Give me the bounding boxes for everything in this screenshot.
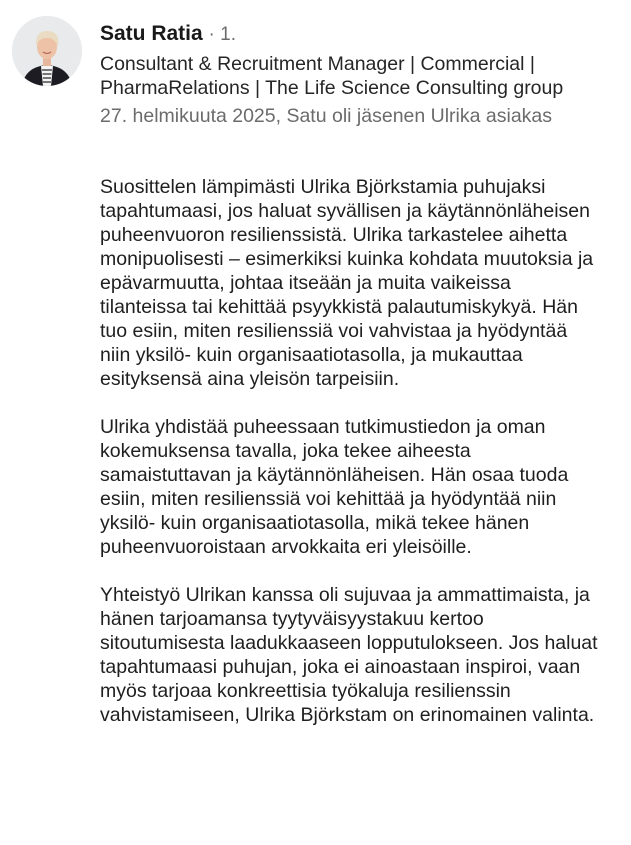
author-name-line [100,20,620,49]
recommendation-text [100,175,600,751]
avatar[interactable] [12,16,82,86]
profile-photo-icon [12,16,82,86]
author-name[interactable]: Satu Ratia [100,22,203,45]
author-headline: Consultant & Recruitment Manager | Commercial | PharmaRelations | The Life Science Consulting group [100,53,564,99]
recommendation-paragraph: Yhteistyö Ulrikan kanssa oli sujuvaa ja ammattimaista, ja hänen tarjoamansa tyytyväisyystakuu kertoo sitoutumisesta laadukkaaseen lopputulokseen. Jos haluat tapahtumaasi puhujan, joka ei ainoastaan inspiroi, vaan myös tarjoaa konkreettisia työkaluja resilienssin vahvistamiseen, Ulrika Björkstam on erinomainen valinta. [100,584,598,726]
recommendation-meta: 27. helmikuuta 2025, Satu oli jäsenen Ulrika asiakas [100,105,553,127]
author-header [100,20,620,128]
recommendation-paragraph: Ulrika yhdistää puheessaan tutkimustiedon ja oman kokemuksensa tavalla, joka tekee aiheesta samaistuttavan ja käytännönläheisen. Hän osaa tuoda esiin, miten resilienssiä voi kehittää ja hyödyntää niin yksilö- kuin organisaatiotasolla, mikä tekee hänen puheenvuoroistaan arvokkaita eri yleisöille. [100,416,569,558]
recommendation-paragraph: Suosittelen lämpimästi Ulrika Björkstamia puhujaksi tapahtumaasi, jos haluat syvällisen ja käytännönläheisen puheenvuoron resilienssistä. Ulrika tarkastelee aihetta monipuolisesti – esimerkiksi kuinka kohdata muutoksia ja epävarmuutta, johtaa itseään ja muita vaikeissa tilanteissa tai kehittää psyykkistä palautumiskykyä. Hän tuo esiin, miten resilienssiä voi vahvistaa ja hyödyntää niin yksilö- kuin organisaatiotasolla, ja mukauttaa esityksensä aina yleisön tarpeisiin. [100,176,594,390]
connection-degree: · 1. [208,24,236,45]
